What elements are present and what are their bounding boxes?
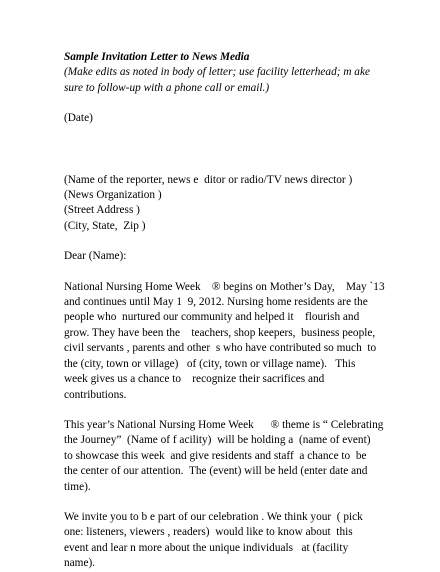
letter-body	[64, 50, 384, 572]
letter-title: Sample Invitation Letter to News Media	[64, 51, 250, 63]
address-line: (News Organization )	[64, 189, 162, 202]
paragraph-line: event and lear n more about the unique individuals at (facility	[64, 541, 349, 554]
address-line: (Street Address )	[64, 204, 140, 217]
paragraph-line: and continues until May 1 9, 2012. Nursing home residents are the	[64, 296, 368, 309]
paragraph-line: We invite you to b e part of our celebration . We think your ( pick	[64, 510, 363, 523]
paragraph-line: one: listeners, viewers , readers) would like to know about this	[64, 526, 353, 539]
paragraph-line: the (city, town or village) of (city, town or village name). This	[64, 357, 356, 370]
paragraph-2	[64, 418, 384, 495]
paragraph-3	[64, 510, 384, 572]
paragraph-line: grow. They have been the teachers, shop keepers, business people,	[64, 326, 376, 339]
paragraph-line: name).	[64, 557, 96, 570]
paragraph-line: National Nursing Home Week ® begins on Mother’s Day, May `13	[64, 280, 385, 293]
paragraph-1	[64, 280, 384, 403]
address-line: (City, State, Zip )	[64, 219, 146, 232]
instructions-line-1: (Make edits as noted in body of letter; use facility letterhead; m ake	[64, 66, 370, 79]
date-placeholder: (Date)	[64, 112, 93, 125]
instructions-line-2: sure to follow-up with a phone call or email.)	[64, 81, 270, 94]
recipient-address	[64, 173, 384, 235]
address-line: (Name of the reporter, news e ditor or radio/TV news director )	[64, 173, 353, 186]
paragraph-line: the Journey” (Name of f acility) will be holding a (name of event)	[64, 434, 371, 447]
paragraph-line: contributions.	[64, 388, 127, 401]
paragraph-line: This year’s National Nursing Home Week ® theme is “ Celebrating	[64, 418, 384, 431]
paragraph-line: time).	[64, 480, 91, 493]
paragraph-line: the center of our attention. The (event) will be held (enter date and	[64, 465, 368, 478]
paragraph-line: civil servants , parents and other s who have contributed so much to	[64, 342, 377, 355]
salutation: Dear (Name):	[64, 250, 127, 263]
paragraph-line: people who nurtured our community and helped it flourish and	[64, 311, 360, 324]
paragraph-line: to showcase this week and give residents and staff a chance to be	[64, 449, 367, 462]
paragraph-line: week gives us a chance to recognize their sacrifices and	[64, 373, 325, 386]
